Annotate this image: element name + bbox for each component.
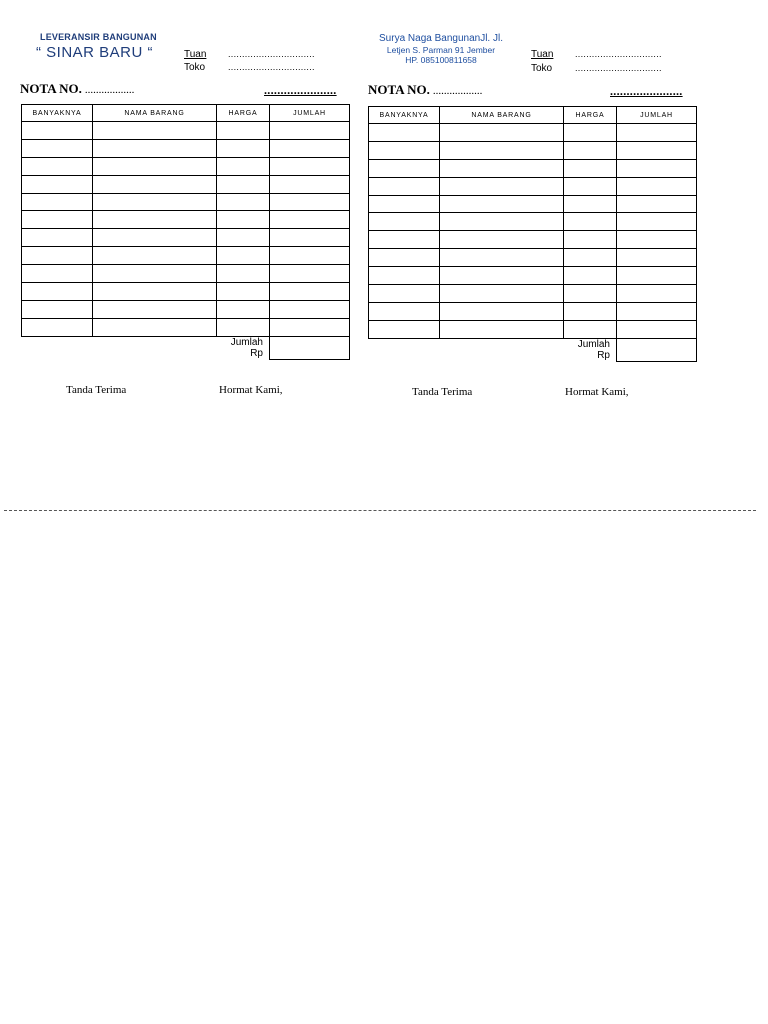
company-address bbox=[366, 33, 516, 65]
toko-dots: ............................... bbox=[228, 62, 315, 72]
amount-cell bbox=[270, 229, 350, 247]
qty-cell bbox=[22, 283, 93, 301]
price-cell bbox=[564, 249, 617, 267]
amount-cell bbox=[617, 267, 697, 285]
qty-cell bbox=[369, 267, 440, 285]
item-name-cell bbox=[93, 318, 217, 336]
company-name: “ SINAR BARU “ bbox=[36, 44, 154, 61]
qty-cell bbox=[369, 285, 440, 303]
price-cell bbox=[564, 159, 617, 177]
price-cell bbox=[217, 157, 270, 175]
amount-cell bbox=[617, 249, 697, 267]
price-cell bbox=[564, 141, 617, 159]
price-cell bbox=[217, 283, 270, 301]
table-row bbox=[22, 300, 350, 318]
qty-cell bbox=[22, 318, 93, 336]
price-cell bbox=[217, 229, 270, 247]
item-name-cell bbox=[440, 320, 564, 338]
item-name-cell bbox=[93, 265, 217, 283]
table-row bbox=[22, 175, 350, 193]
toko-label: Toko bbox=[531, 63, 553, 74]
qty-cell bbox=[22, 229, 93, 247]
col-nama-barang: NAMA BARANG bbox=[93, 105, 217, 122]
receiver-signature: Tanda Terima bbox=[412, 386, 473, 398]
price-cell bbox=[217, 247, 270, 265]
qty-cell bbox=[369, 249, 440, 267]
amount-cell bbox=[270, 175, 350, 193]
item-name-cell bbox=[93, 175, 217, 193]
price-cell bbox=[564, 177, 617, 195]
table-row bbox=[22, 247, 350, 265]
total-row bbox=[22, 336, 350, 359]
table-row bbox=[369, 249, 697, 267]
table-row bbox=[369, 141, 697, 159]
table-row bbox=[22, 139, 350, 157]
col-banyaknya: BANYAKNYA bbox=[22, 105, 93, 122]
price-cell bbox=[564, 213, 617, 231]
price-cell bbox=[564, 267, 617, 285]
qty-cell bbox=[369, 320, 440, 338]
price-cell bbox=[217, 300, 270, 318]
col-harga: HARGA bbox=[564, 107, 617, 124]
qty-cell bbox=[369, 231, 440, 249]
qty-cell bbox=[22, 211, 93, 229]
amount-cell bbox=[617, 320, 697, 338]
table-row bbox=[369, 231, 697, 249]
amount-cell bbox=[270, 265, 350, 283]
amount-cell bbox=[617, 177, 697, 195]
toko-label: Toko bbox=[184, 62, 206, 73]
table-row bbox=[369, 195, 697, 213]
amount-cell bbox=[270, 300, 350, 318]
amount-cell bbox=[270, 283, 350, 301]
table-row bbox=[369, 267, 697, 285]
table-row bbox=[22, 211, 350, 229]
tuan-label: Tuan bbox=[184, 49, 207, 60]
col-jumlah: JUMLAH bbox=[270, 105, 350, 122]
total-amount-cell bbox=[270, 336, 350, 359]
item-name-cell bbox=[440, 159, 564, 177]
tuan-dots: ............................... bbox=[228, 49, 315, 59]
nota-dots: .................. bbox=[432, 85, 483, 97]
phone-number: HP. 085100811658 bbox=[405, 55, 477, 65]
qty-cell bbox=[369, 195, 440, 213]
table-header-row bbox=[369, 107, 697, 124]
amount-cell bbox=[270, 247, 350, 265]
table-row bbox=[369, 320, 697, 338]
qty-cell bbox=[369, 141, 440, 159]
item-name-cell bbox=[440, 124, 564, 142]
table-row bbox=[369, 124, 697, 142]
sender-signature: Hormat Kami, bbox=[219, 384, 283, 396]
receiver-signature: Tanda Terima bbox=[66, 384, 127, 396]
tuan-label: Tuan bbox=[531, 49, 554, 60]
table-row bbox=[369, 177, 697, 195]
price-cell bbox=[217, 211, 270, 229]
item-name-cell bbox=[93, 139, 217, 157]
item-name-cell bbox=[440, 231, 564, 249]
item-name-cell bbox=[440, 195, 564, 213]
amount-cell bbox=[617, 285, 697, 303]
table-body bbox=[369, 124, 697, 339]
table-row bbox=[22, 265, 350, 283]
amount-cell bbox=[617, 213, 697, 231]
nota-number bbox=[20, 81, 134, 97]
company-type: LEVERANSIR BANGUNAN bbox=[40, 32, 157, 42]
item-name-cell bbox=[93, 193, 217, 211]
amount-cell bbox=[617, 141, 697, 159]
price-cell bbox=[217, 193, 270, 211]
cut-line bbox=[4, 510, 756, 511]
table-row bbox=[22, 318, 350, 336]
nota-label: NOTA NO. bbox=[368, 82, 430, 97]
item-name-cell bbox=[93, 300, 217, 318]
amount-cell bbox=[270, 318, 350, 336]
col-harga: HARGA bbox=[217, 105, 270, 122]
price-cell bbox=[217, 122, 270, 140]
amount-cell bbox=[617, 124, 697, 142]
sender-signature: Hormat Kami, bbox=[565, 386, 629, 398]
amount-cell bbox=[617, 159, 697, 177]
amount-cell bbox=[270, 157, 350, 175]
qty-cell bbox=[369, 159, 440, 177]
total-amount-cell bbox=[617, 338, 697, 361]
price-cell bbox=[564, 124, 617, 142]
item-name-cell bbox=[93, 122, 217, 140]
price-cell bbox=[564, 302, 617, 320]
table-body bbox=[22, 122, 350, 337]
amount-cell bbox=[270, 211, 350, 229]
item-name-cell bbox=[440, 267, 564, 285]
price-cell bbox=[564, 285, 617, 303]
qty-cell bbox=[22, 300, 93, 318]
table-row bbox=[22, 122, 350, 140]
item-name-cell bbox=[440, 213, 564, 231]
nota-left bbox=[20, 0, 365, 420]
table-row bbox=[369, 285, 697, 303]
items-table bbox=[368, 106, 697, 362]
item-name-cell bbox=[93, 247, 217, 265]
amount-cell bbox=[270, 193, 350, 211]
table-row bbox=[22, 193, 350, 211]
table-row bbox=[22, 283, 350, 301]
date-dots: ...................... bbox=[610, 84, 683, 98]
qty-cell bbox=[369, 124, 440, 142]
nota-right bbox=[366, 0, 711, 420]
qty-cell bbox=[22, 193, 93, 211]
amount-cell bbox=[270, 122, 350, 140]
qty-cell bbox=[22, 175, 93, 193]
price-cell bbox=[564, 320, 617, 338]
qty-cell bbox=[22, 247, 93, 265]
col-banyaknya: BANYAKNYA bbox=[369, 107, 440, 124]
address-line-2: Letjen S. Parman 91 Jember bbox=[386, 45, 496, 55]
toko-dots: ............................... bbox=[575, 63, 662, 73]
table-row bbox=[369, 159, 697, 177]
address-line-1: Surya Naga BangunanJl. Jl. bbox=[379, 33, 503, 44]
amount-cell bbox=[617, 231, 697, 249]
item-name-cell bbox=[440, 141, 564, 159]
amount-cell bbox=[617, 195, 697, 213]
qty-cell bbox=[22, 139, 93, 157]
table-row bbox=[369, 302, 697, 320]
nota-label: NOTA NO. bbox=[20, 81, 82, 96]
price-cell bbox=[217, 139, 270, 157]
price-cell bbox=[217, 175, 270, 193]
col-jumlah: JUMLAH bbox=[617, 107, 697, 124]
total-row bbox=[369, 338, 697, 361]
qty-cell bbox=[369, 177, 440, 195]
nota-number bbox=[368, 82, 482, 98]
qty-cell bbox=[369, 302, 440, 320]
items-table bbox=[21, 104, 350, 360]
item-name-cell bbox=[93, 211, 217, 229]
item-name-cell bbox=[440, 177, 564, 195]
qty-cell bbox=[22, 122, 93, 140]
total-label: Jumlah Rp bbox=[564, 338, 617, 361]
total-label: Jumlah Rp bbox=[217, 336, 270, 359]
price-cell bbox=[564, 231, 617, 249]
table-row bbox=[22, 229, 350, 247]
item-name-cell bbox=[93, 229, 217, 247]
qty-cell bbox=[369, 213, 440, 231]
col-nama-barang: NAMA BARANG bbox=[440, 107, 564, 124]
price-cell bbox=[217, 318, 270, 336]
item-name-cell bbox=[93, 157, 217, 175]
date-dots: ...................... bbox=[264, 83, 337, 97]
price-cell bbox=[217, 265, 270, 283]
table-row bbox=[22, 157, 350, 175]
price-cell bbox=[564, 195, 617, 213]
amount-cell bbox=[270, 139, 350, 157]
tuan-dots: ............................... bbox=[575, 49, 662, 59]
item-name-cell bbox=[93, 283, 217, 301]
table-header-row bbox=[22, 105, 350, 122]
qty-cell bbox=[22, 157, 93, 175]
item-name-cell bbox=[440, 302, 564, 320]
item-name-cell bbox=[440, 249, 564, 267]
qty-cell bbox=[22, 265, 93, 283]
amount-cell bbox=[617, 302, 697, 320]
item-name-cell bbox=[440, 285, 564, 303]
table-row bbox=[369, 213, 697, 231]
nota-dots: .................. bbox=[84, 84, 135, 96]
